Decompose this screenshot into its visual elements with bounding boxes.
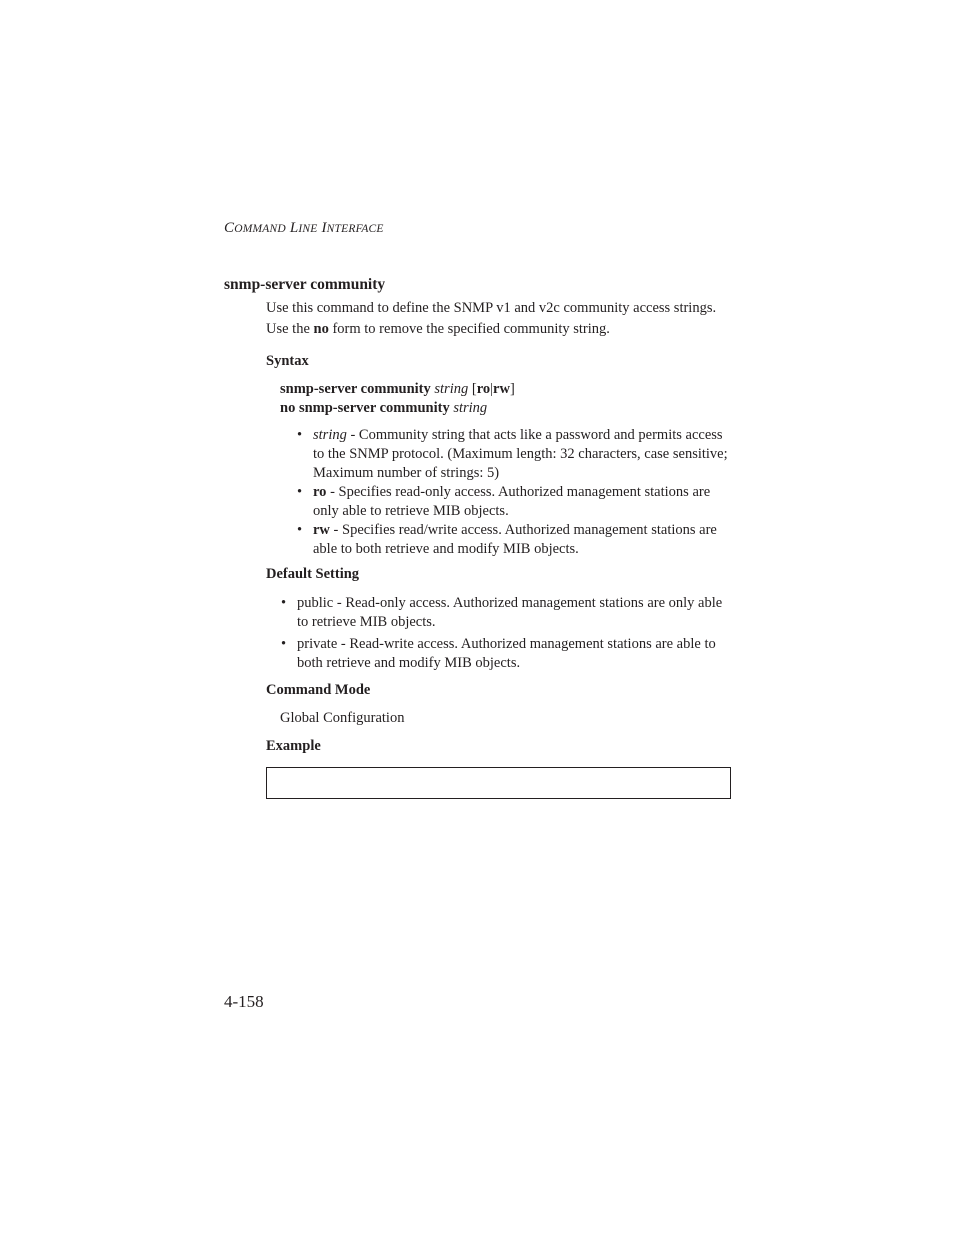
- param-description: - Specifies read/write access. Authorized management stations are able to both retrieve and modify MIB objects.: [313, 522, 717, 557]
- syntax-bracket: [: [471, 381, 477, 397]
- default-item-text: public - Read-only access. Authorized management stations are only able to retrieve MIB objects.: [297, 595, 723, 630]
- syntax-separator: |: [490, 381, 494, 397]
- running-head-initial: C: [224, 220, 235, 236]
- example-box: [266, 767, 731, 799]
- running-head-initial: I: [321, 220, 327, 236]
- syntax-line-no-form: [280, 400, 487, 417]
- syntax-option: rw: [493, 381, 510, 397]
- running-head: [224, 220, 384, 237]
- syntax-heading: Syntax: [266, 353, 309, 369]
- page-number: 4-158: [224, 992, 264, 1011]
- syntax-argument: string: [434, 381, 469, 397]
- bullet: •: [297, 427, 303, 443]
- running-head-rest: OMMAND: [234, 223, 286, 235]
- list-item: [297, 483, 733, 521]
- command-description: [266, 298, 736, 340]
- syntax-command: snmp-server community: [280, 381, 431, 397]
- param-name: ro: [313, 484, 327, 500]
- running-head-initial: L: [289, 220, 299, 236]
- description-text: Use this command to define the SNMP v1 and v2c community access strings. Use the: [266, 300, 717, 337]
- command-mode-value: Global Configuration: [280, 710, 405, 726]
- parameter-list: [297, 426, 733, 559]
- param-name: string: [313, 427, 347, 443]
- example-heading: Example: [266, 738, 321, 754]
- default-setting-heading: Default Setting: [266, 566, 360, 582]
- syntax-command: no snmp-server community: [280, 400, 450, 416]
- running-head-rest: INE: [298, 223, 318, 235]
- syntax-bracket: ]: [509, 381, 515, 397]
- command-title: snmp-server community: [224, 276, 386, 293]
- bullet: •: [281, 595, 287, 611]
- description-keyword: no: [313, 321, 329, 337]
- bullet: •: [281, 636, 287, 652]
- running-head-rest: NTERFACE: [326, 223, 384, 235]
- command-mode-heading: Command Mode: [266, 682, 371, 698]
- list-item: [297, 426, 733, 483]
- syntax-line: [280, 381, 515, 398]
- default-setting-list: [281, 594, 737, 673]
- syntax-argument: string: [453, 400, 488, 416]
- param-name: rw: [313, 522, 330, 538]
- syntax-option: ro: [476, 381, 491, 397]
- param-description: - Specifies read-only access. Authorized management stations are only able to retrieve MIB objects.: [313, 484, 711, 519]
- bullet: •: [297, 522, 303, 538]
- param-description: - Community string that acts like a password and permits access to the SNMP protocol. (Maximum length: 32 characters, case sensitive; Maximum number of strings: 5): [313, 427, 728, 481]
- bullet: •: [297, 484, 303, 500]
- description-text: form to remove the specified community string.: [328, 321, 610, 337]
- list-item: [297, 521, 733, 559]
- list-item: [281, 594, 737, 632]
- default-item-text: private - Read-write access. Authorized management stations are able to both retrieve and modify MIB objects.: [297, 636, 716, 671]
- list-item: [281, 635, 737, 673]
